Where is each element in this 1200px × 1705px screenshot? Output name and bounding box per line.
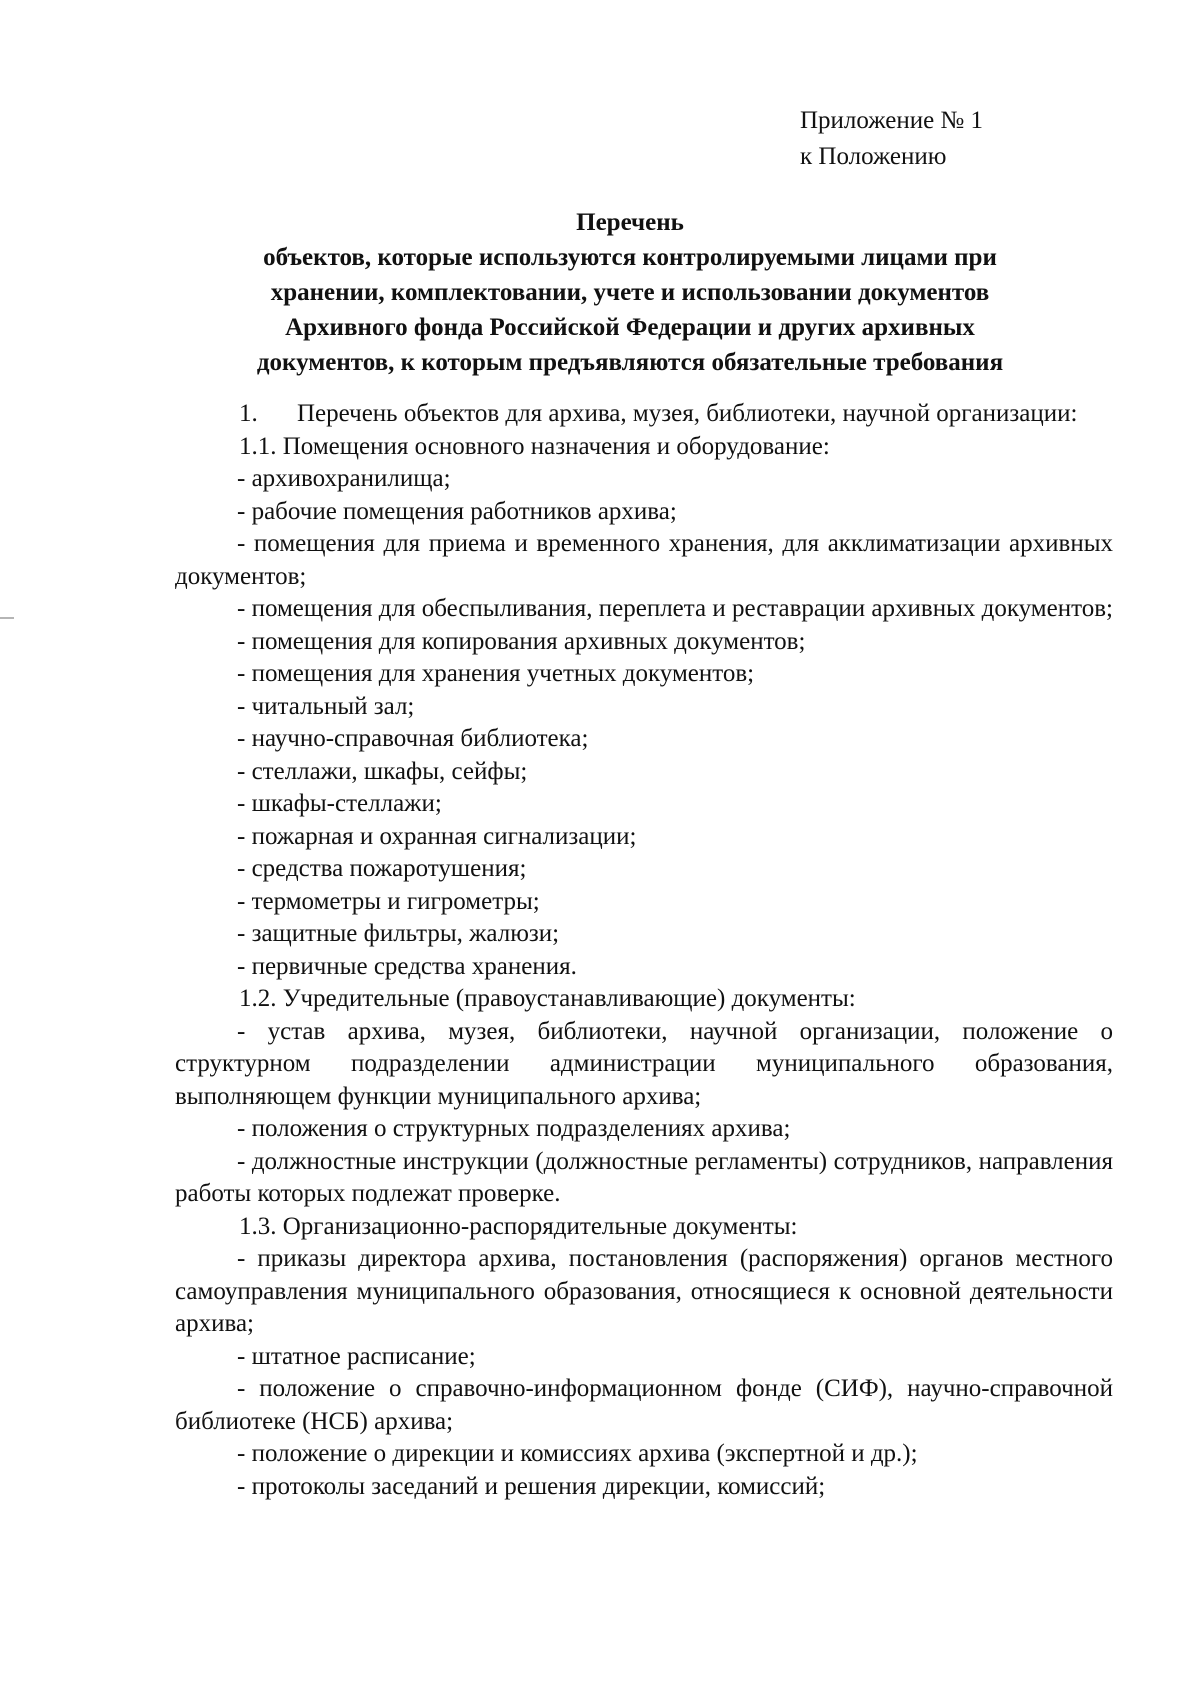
list-item: - положение о справочно-информационном фонде (СИФ), научно-справочной библиотеке (НСБ) архива; xyxy=(175,1375,1113,1435)
list-item: - должностные инструкции (должностные регламенты) сотрудников, направления работы которых подлежат проверке. xyxy=(175,1147,1113,1207)
list-item: - приказы директора архива, постановления (распоряжения) органов местного самоуправления муниципального образования, относящиеся к основной деятельности архива; xyxy=(175,1245,1113,1337)
list-item: - стеллажи, шкафы, сейфы; xyxy=(237,757,528,785)
list-item: - рабочие помещения работников архива; xyxy=(237,497,677,525)
list-item: - средства пожаротушения; xyxy=(237,855,527,882)
list-item: - положения о структурных подразделениях архива; xyxy=(237,1115,791,1142)
list-item: - термометры и гигрометры; xyxy=(237,887,540,915)
list-item: - штатное расписание; xyxy=(237,1342,476,1370)
section-1-paragraph xyxy=(175,398,1113,431)
section-1-text: Перечень объектов для архива, музея, библиотеки, научной организации: xyxy=(297,400,1078,427)
title-line-2: объектов, которые используются контролируемыми лицами при xyxy=(263,244,997,271)
title-line-4: Архивного фонда Российской Федерации и других архивных xyxy=(285,314,975,341)
list-item: - положение о дирекции и комиссиях архива (экспертной и др.); xyxy=(237,1440,918,1467)
appendix-reference: к Положению xyxy=(800,143,947,170)
section-1-number: 1. xyxy=(239,400,258,427)
list-item: - шкафы-стеллажи; xyxy=(237,790,442,817)
document-page xyxy=(175,0,1113,1705)
scan-edge-mark xyxy=(0,617,14,619)
list-item: - читальный зал; xyxy=(237,692,415,720)
appendix-number: Приложение № 1 xyxy=(800,107,984,134)
title-line-3: хранении, комплектовании, учете и использовании документов xyxy=(270,279,990,306)
document-body xyxy=(175,398,1113,1503)
list-item: - научно-справочная библиотека; xyxy=(237,725,589,752)
document-title xyxy=(165,205,1095,380)
title-line-5: документов, к которым предъявляются обязательные требования xyxy=(256,349,1004,376)
list-item: - защитные фильтры, жалюзи; xyxy=(237,920,560,947)
subsection-1-2-heading: 1.2. Учредительные (правоустанавливающие) документы: xyxy=(239,985,856,1012)
subsection-1-1-heading: 1.1. Помещения основного назначения и оборудование: xyxy=(239,432,830,460)
list-item: - помещения для копирования архивных документов; xyxy=(237,627,806,655)
title-line-1: Перечень xyxy=(576,209,684,236)
subsection-1-3-heading: 1.3. Организационно-распорядительные документы: xyxy=(239,1212,798,1240)
list-item: - протоколы заседаний и решения дирекции, комиссий; xyxy=(237,1472,826,1500)
appendix-header xyxy=(800,103,983,175)
list-item: - помещения для приема и временного хранения, для акклиматизации архивных документов; xyxy=(175,530,1113,590)
list-item: - помещения для обеспыливания, переплета и реставрации архивных документов; xyxy=(237,595,1113,622)
list-item: - устав архива, музея, библиотеки, научной организации, положение о структурном подразделении администрации муниципального образования, выполняющем функции муниципального архива; xyxy=(175,1017,1113,1110)
list-item: - помещения для хранения учетных документов; xyxy=(237,660,755,687)
list-item: - пожарная и охранная сигнализации; xyxy=(237,822,637,850)
list-item: - архивохранилища; xyxy=(237,465,451,492)
list-item: - первичные средства хранения. xyxy=(237,952,577,980)
